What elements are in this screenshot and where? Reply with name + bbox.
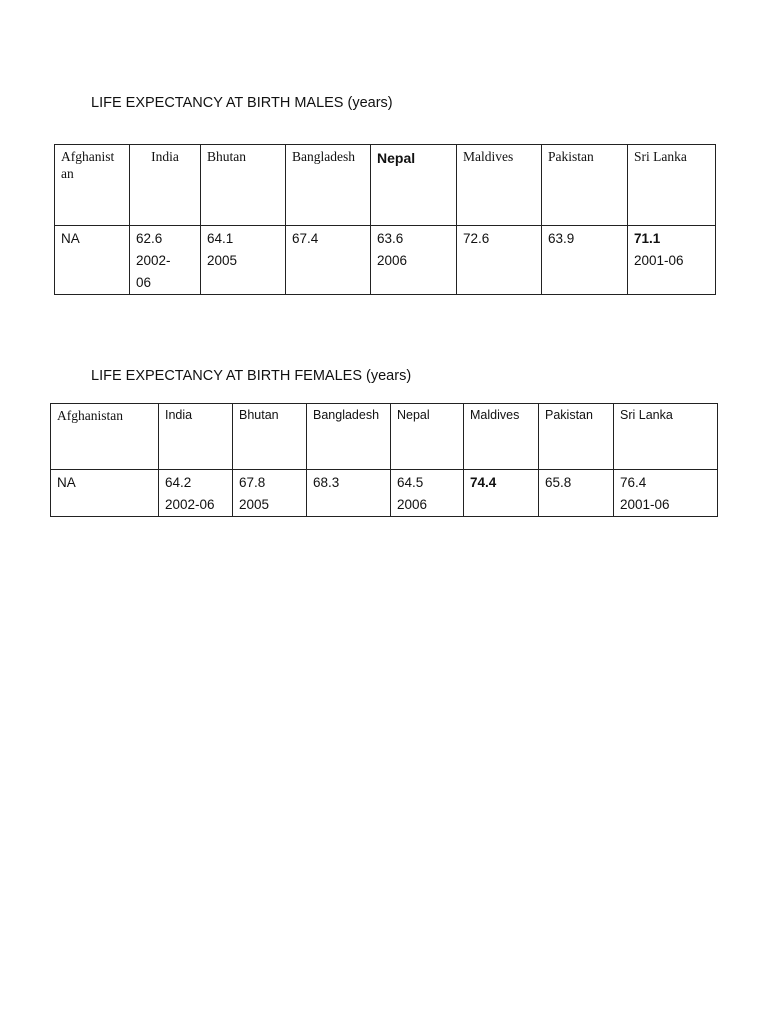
value-text: 71.1 bbox=[634, 231, 661, 246]
year-text: 2002- bbox=[136, 253, 171, 268]
value-cell-bhutan bbox=[233, 470, 307, 517]
header-cell-nepal: Nepal bbox=[371, 145, 457, 226]
males-life-expectancy-table bbox=[54, 144, 716, 295]
value-cell-bangladesh bbox=[286, 226, 371, 295]
females-life-expectancy-table bbox=[50, 403, 718, 517]
header-cell-maldives: Maldives bbox=[457, 145, 542, 226]
header-text: an bbox=[61, 166, 74, 181]
year-text: 2005 bbox=[239, 497, 270, 512]
header-cell-sri-lanka: Sri Lanka bbox=[628, 145, 716, 226]
year-text: 2001-06 bbox=[620, 497, 670, 512]
year-text: 2002-06 bbox=[165, 497, 215, 512]
header-cell-pakistan: Pakistan bbox=[539, 404, 614, 470]
value-cell-sri-lanka bbox=[628, 226, 716, 295]
value-text: 64.1 bbox=[207, 231, 234, 246]
header-cell-bhutan: Bhutan bbox=[233, 404, 307, 470]
value-text: 67.4 bbox=[292, 231, 319, 246]
header-cell-bhutan: Bhutan bbox=[201, 145, 286, 226]
header-cell-bangladesh: Bangladesh bbox=[307, 404, 391, 470]
value-cell-bhutan bbox=[201, 226, 286, 295]
header-cell-india: India bbox=[159, 404, 233, 470]
header-cell-pakistan: Pakistan bbox=[542, 145, 628, 226]
value-cell-nepal bbox=[391, 470, 464, 517]
table-header-row bbox=[51, 404, 718, 470]
year-text: 2001-06 bbox=[634, 253, 684, 268]
value-cell-pakistan bbox=[539, 470, 614, 517]
table-row bbox=[55, 226, 716, 295]
value-cell-afghanistan bbox=[55, 226, 130, 295]
header-cell-india: India bbox=[130, 145, 201, 226]
value-text: 64.2 bbox=[165, 475, 192, 490]
value-text: 63.9 bbox=[548, 231, 575, 246]
year-text: 2005 bbox=[207, 253, 238, 268]
value-text: 65.8 bbox=[545, 475, 572, 490]
value-text: 67.8 bbox=[239, 475, 266, 490]
males-table-title: LIFE EXPECTANCY AT BIRTH MALES (years) bbox=[91, 95, 393, 111]
value-cell-nepal bbox=[371, 226, 457, 295]
value-cell-pakistan bbox=[542, 226, 628, 295]
header-cell-bangladesh: Bangladesh bbox=[286, 145, 371, 226]
value-cell-india bbox=[159, 470, 233, 517]
value-text: 68.3 bbox=[313, 475, 340, 490]
value-cell-maldives bbox=[464, 470, 539, 517]
value-text: NA bbox=[57, 475, 76, 490]
year-text: 06 bbox=[136, 275, 152, 290]
value-text: NA bbox=[61, 231, 80, 246]
table-row bbox=[51, 470, 718, 517]
value-cell-bangladesh bbox=[307, 470, 391, 517]
header-cell-afghanistan bbox=[55, 145, 130, 226]
value-text: 62.6 bbox=[136, 231, 163, 246]
value-cell-sri-lanka bbox=[614, 470, 718, 517]
year-text: 2006 bbox=[377, 253, 408, 268]
year-text: 2006 bbox=[397, 497, 428, 512]
value-cell-afghanistan bbox=[51, 470, 159, 517]
header-cell-maldives: Maldives bbox=[464, 404, 539, 470]
header-cell-sri-lanka: Sri Lanka bbox=[614, 404, 718, 470]
value-cell-india bbox=[130, 226, 201, 295]
table-header-row bbox=[55, 145, 716, 226]
value-text: 76.4 bbox=[620, 475, 647, 490]
value-text: 72.6 bbox=[463, 231, 490, 246]
value-text: 64.5 bbox=[397, 475, 424, 490]
value-cell-maldives bbox=[457, 226, 542, 295]
females-table-title: LIFE EXPECTANCY AT BIRTH FEMALES (years) bbox=[91, 368, 412, 384]
value-text: 63.6 bbox=[377, 231, 404, 246]
header-cell-afghanistan: Afghanistan bbox=[51, 404, 159, 470]
value-text: 74.4 bbox=[470, 475, 497, 490]
header-cell-nepal: Nepal bbox=[391, 404, 464, 470]
header-text: Afghanist bbox=[61, 149, 115, 164]
